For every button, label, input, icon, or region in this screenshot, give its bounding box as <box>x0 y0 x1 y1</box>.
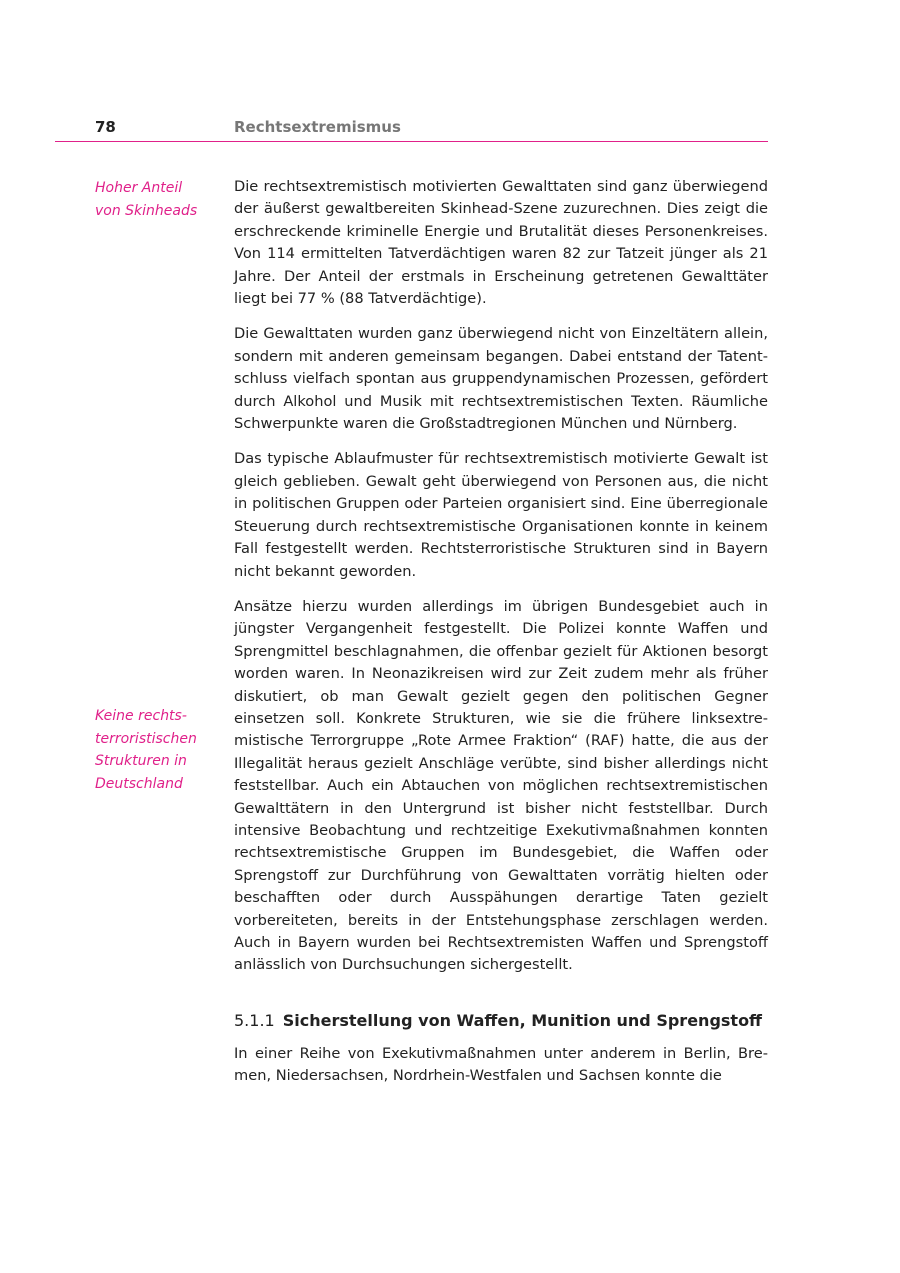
paragraph-4: Ansätze hierzu wurden allerdings im übrigen Bundesgebiet auch in jüngster Vergangenheit festgestellt. Die Polizei konnte Waffen und Sprengmittel beschlagnahmen, die offenbar gezielt für Aktionen besorgt worden waren. In Neonazikreisen wird zur Zeit zudem mehr als früher diskutiert, ob man Gewalt gezielt gegen den politischen Gegner einsetzen soll. Konkrete Strukturen, wie sie die frühere linksextremistische Terrorgruppe „Rote Armee Fraktion“ (RAF) hatte, die aus der Illegalität heraus gezielt Anschläge verübte, sind bisher allerdings nicht feststellbar. Auch ein Abtauchen von möglichen rechtsextremistischen Gewalttätern in den Untergrund ist bisher nicht feststellbar. Durch intensive Beobachtung und rechtzeitige Exekutivmaßnahmen konnten rechtsextremistische Gruppen im Bundesgebiet, die Waffen oder Sprengstoff zur Durchführung von Gewalttaten vorrätig hielten oder beschafften oder durch Ausspähungen derartige Taten gezielt vorbereiteten, bereits in der Entstehungsphase zerschlagen werden. Auch in Bayern wurden bei Rechtsextremisten Waffen und Sprengstoff anlässlich von Durchsuchungen sichergestellt. <box>234 597 768 974</box>
section-heading <box>234 1009 768 1033</box>
paragraph-2: Die Gewalttaten wurden ganz überwiegend nicht von Einzeltätern allein, sondern mit anderen gemeinsam begangen. Dabei entstand der Tatentschluss vielfach spontan aus gruppendynamischen Prozessen, gefördert durch Alkohol und Musik mit rechtsextremistischen Texten. Räumliche Schwerpunkte waren die Großstadtregionen München und Nürnberg. <box>234 325 768 433</box>
page-number: 78 <box>95 118 116 136</box>
section-paragraph: In einer Reihe von Exekutivmaßnahmen unter anderem in Berlin, Bremen, Niedersachsen, Nordrhein-Westfalen und Sachsen konnte die <box>234 1044 768 1085</box>
body-text <box>234 176 768 1101</box>
section-title: Sicherstellung von Waffen, Munition und Sprengstoff <box>282 1010 763 1030</box>
margin-note-no-terror-structures: Keine rechts- terroristischen Strukturen in Deutschland <box>95 708 197 792</box>
margin-note-skinheads: Hoher Anteil von Skinheads <box>95 180 198 219</box>
paragraph-1: Die rechtsextremistisch motivierten Gewalttaten sind ganz überwiegend der äußerst gewaltbereiten Skinhead-Szene zuzurechnen. Dies zeigt die erschreckende kriminelle Energie und Brutalität dieses Personenkreises. Von 114 ermittelten Tatverdächtigen waren 82 zur Tatzeit jünger als 21 Jahre. Der Anteil der erstmals in Erscheinung getretenen Gewalttäter liegt bei 77 % (88 Tatverdächtige). <box>234 178 768 308</box>
running-head: Rechtsextremismus <box>234 118 401 136</box>
paragraph-3: Das typische Ablaufmuster für rechtsextremistisch motivierte Gewalt ist gleich geblieben. Gewalt geht überwiegend von Personen aus, die nicht in politischen Gruppen oder Parteien organisiert sind. Eine überregionale Steuerung durch rechtsextremistische Organisationen konnte in keinem Fall festgestellt werden. Rechtsterroristische Strukturen sind in Bayern nicht bekannt geworden. <box>234 450 768 580</box>
header-rule <box>55 141 768 142</box>
section-number: 5.1.1 <box>234 1010 275 1030</box>
